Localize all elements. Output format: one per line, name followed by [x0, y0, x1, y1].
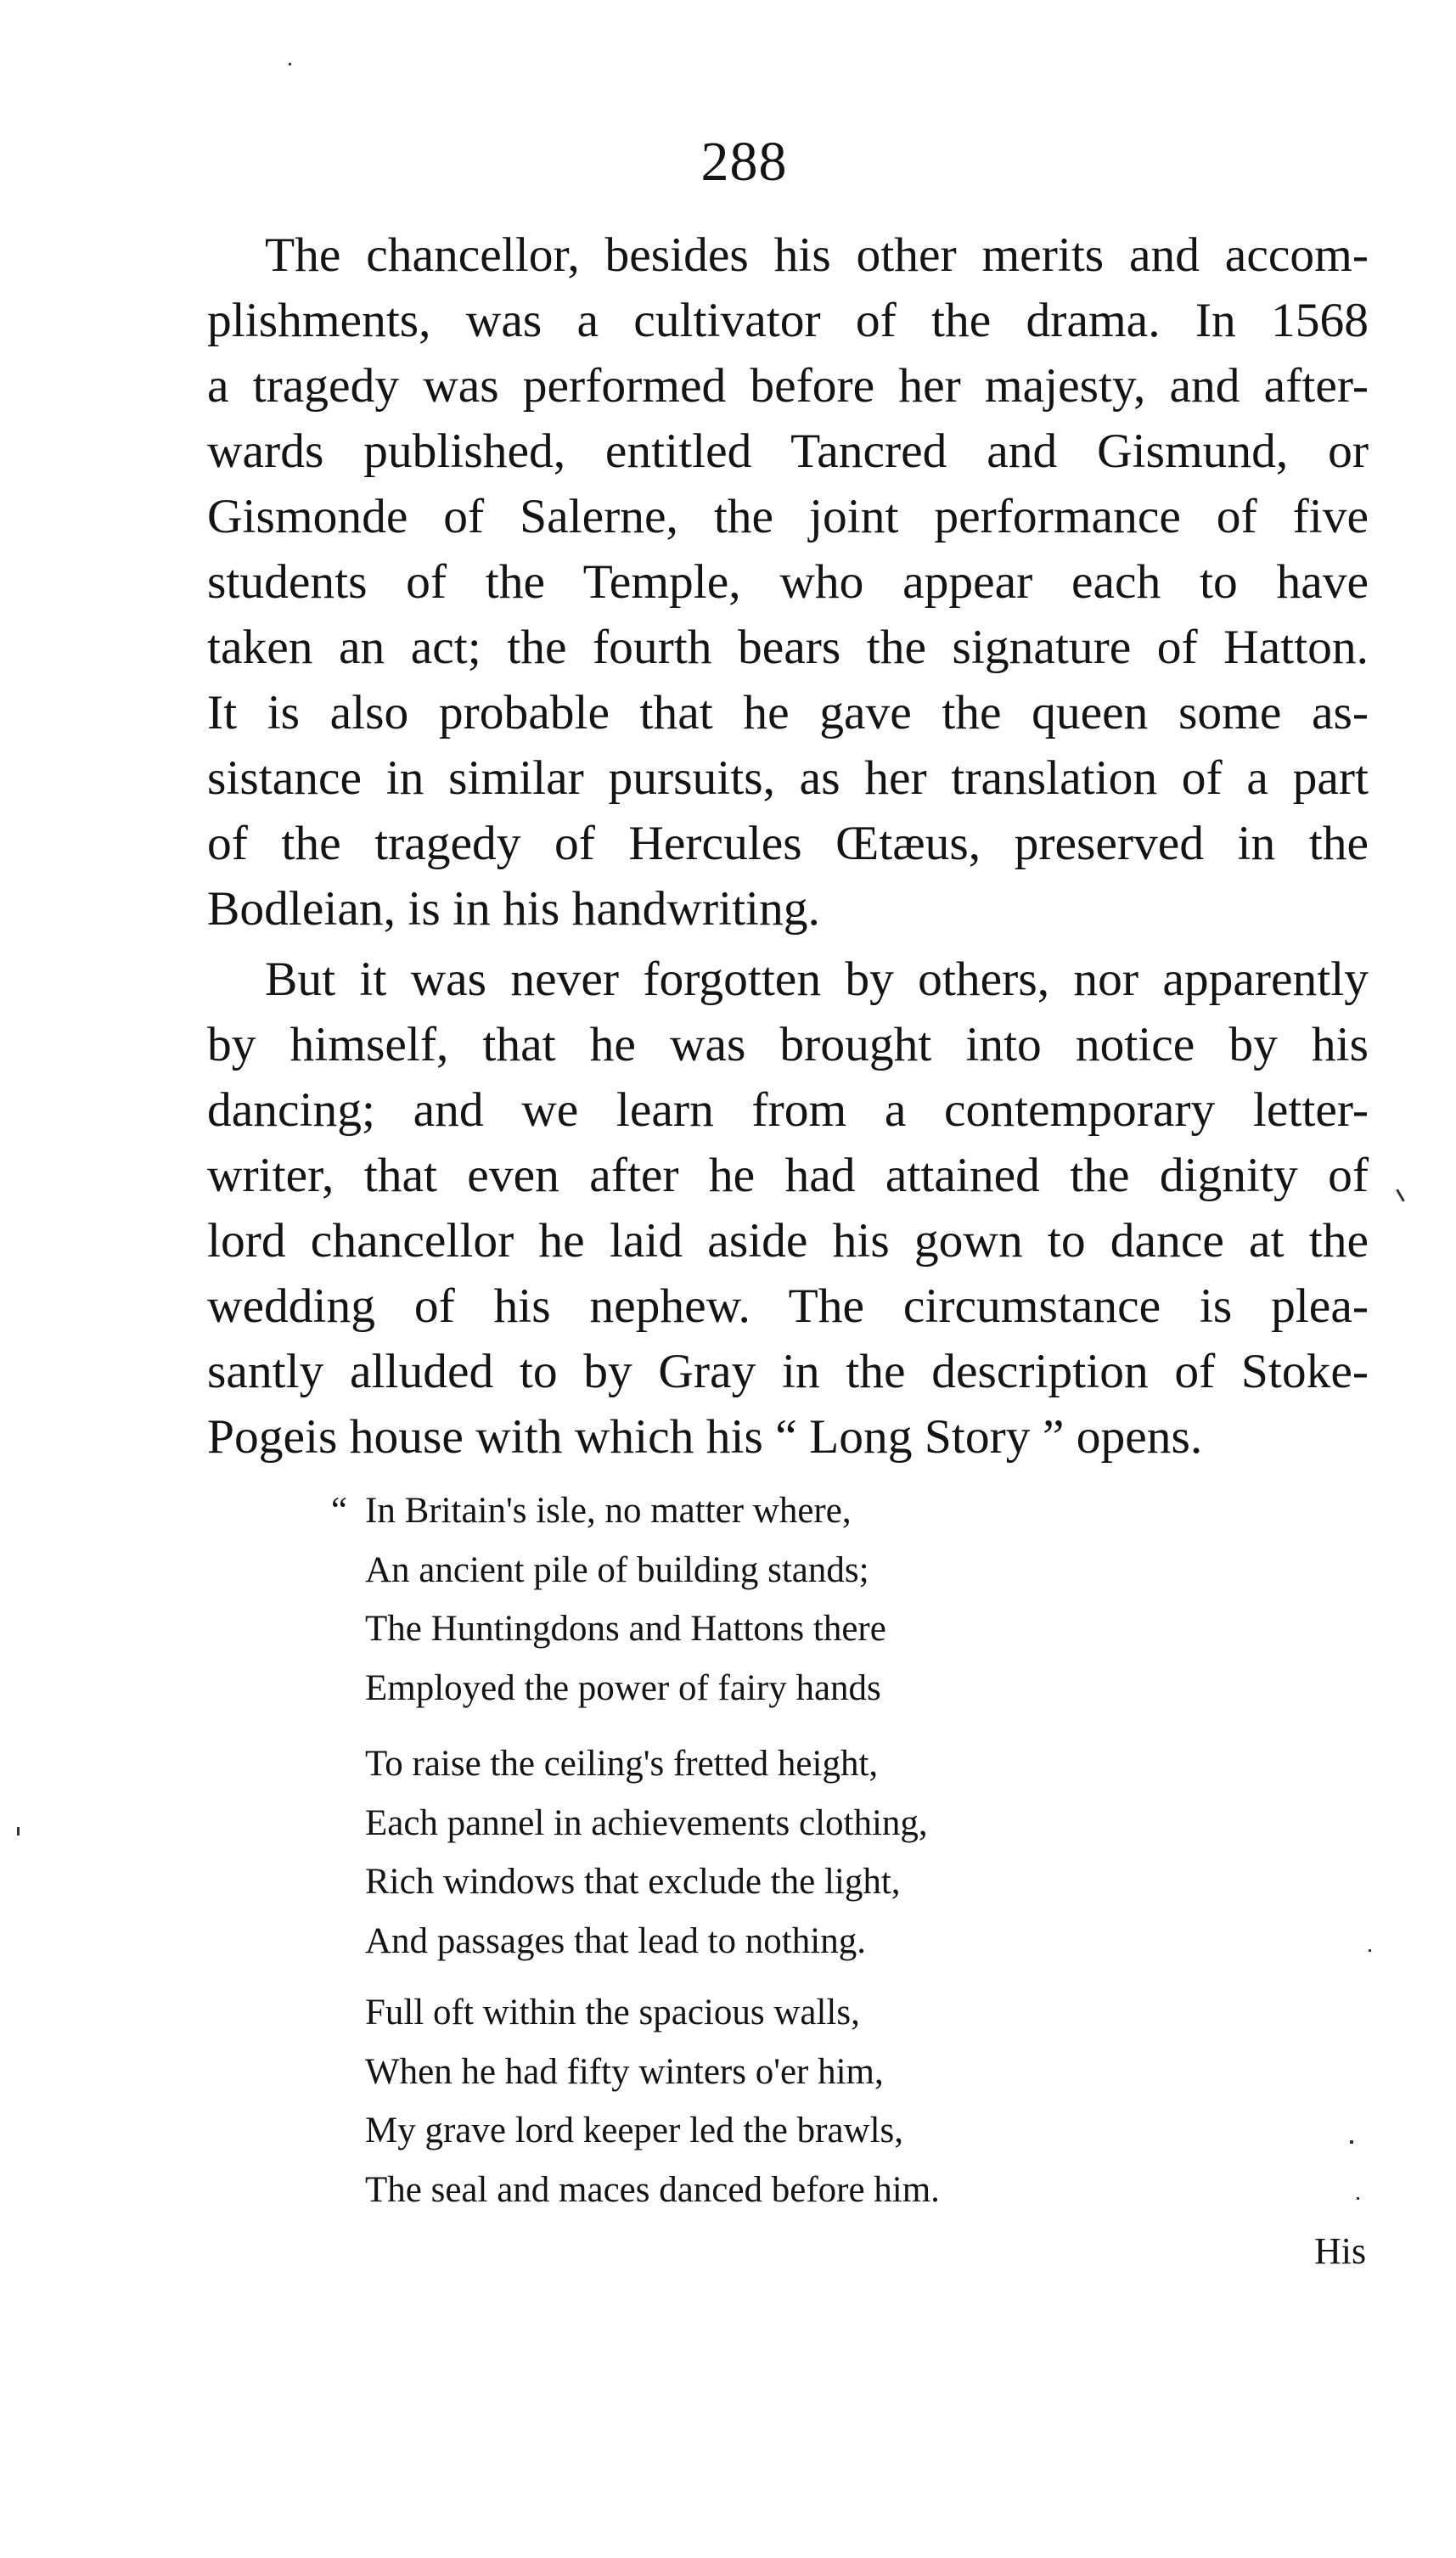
ink-speck: [1350, 2140, 1353, 2144]
verse-line: My grave lord keeper led the brawls,: [365, 2111, 904, 2150]
text-line: dancing; and we learn from a contemporary letter-: [207, 1083, 1369, 1137]
page-number: 288: [700, 131, 788, 193]
text-line: Bodleian, is in his handwriting.: [207, 882, 820, 936]
verse-line: Full oft within the spacious walls,: [365, 1993, 860, 2032]
text-line: Pogeis house with which his “ Long Story ” opens.: [207, 1410, 1203, 1464]
text-line: writer, that even after he had attained the dignity of: [207, 1149, 1369, 1202]
ink-speck: [1357, 2197, 1359, 2200]
verse-line: To raise the ceiling's fretted height,: [365, 1744, 879, 1784]
verse-line: Each pannel in achievements clothing,: [365, 1802, 928, 1843]
text-line: by himself, that he was brought into notice by his: [207, 1018, 1369, 1071]
paragraph-hatton-drama: [207, 222, 1369, 942]
verse-line-text: In Britain's isle, no matter where,: [365, 1491, 852, 1531]
verse-line: An ancient pile of building stands;: [365, 1549, 869, 1590]
verse-line: And passages that lead to nothing.: [365, 1920, 866, 1961]
verse-line: Rich windows that exclude the light,: [365, 1862, 901, 1902]
ink-speck: [1369, 1949, 1371, 1952]
ink-speck: [1396, 1189, 1405, 1201]
text-line: santly alluded to by Gray in the description of Stoke-: [207, 1345, 1369, 1398]
verse-line: When he had fifty winters o'er him,: [365, 2051, 884, 2092]
text-line: sistance in similar pursuits, as her translation of a part: [207, 751, 1369, 805]
poem-stanza-3: [365, 1983, 1214, 2219]
text-line: a tragedy was performed before her majesty, and after-: [207, 359, 1369, 413]
poem-stanza-1: [331, 1481, 1214, 1718]
verse-line: [331, 1481, 1214, 1541]
verse-line: The seal and maces danced before him.: [365, 2169, 940, 2210]
verse-line: The Huntingdons and Hattons there: [365, 1609, 886, 1649]
text-line: But it was never forgotten by others, nor apparently: [265, 953, 1369, 1006]
ink-speck: [17, 1827, 20, 1836]
open-quote-mark: “: [331, 1491, 348, 1531]
text-line: The chancellor, besides his other merits and accom-: [265, 228, 1369, 282]
paragraph-hatton-dancing: [207, 947, 1369, 1470]
text-line: wards published, entitled Tancred and Gismund, or: [207, 424, 1369, 478]
text-line: plishments, was a cultivator of the drama. In 1568: [207, 294, 1369, 347]
text-line: It is also probable that he gave the queen some as-: [207, 686, 1369, 739]
text-line: students of the Temple, who appear each to have: [207, 555, 1369, 609]
text-line: wedding of his nephew. The circumstance is plea-: [207, 1279, 1369, 1333]
catchword: His: [1314, 2230, 1367, 2272]
text-line: lord chancellor he laid aside his gown to dance at the: [207, 1214, 1369, 1268]
text-line: Gismonde of Salerne, the joint performance of five: [207, 490, 1369, 543]
ink-speck: [289, 63, 291, 65]
verse-line: Employed the power of fairy hands: [365, 1667, 881, 1708]
poem-stanza-2: [365, 1734, 1214, 1971]
text-line: taken an act; the fourth bears the signature of Hatton.: [207, 621, 1369, 674]
text-line: of the tragedy of Hercules Œtæus, preserved in the: [207, 817, 1369, 870]
